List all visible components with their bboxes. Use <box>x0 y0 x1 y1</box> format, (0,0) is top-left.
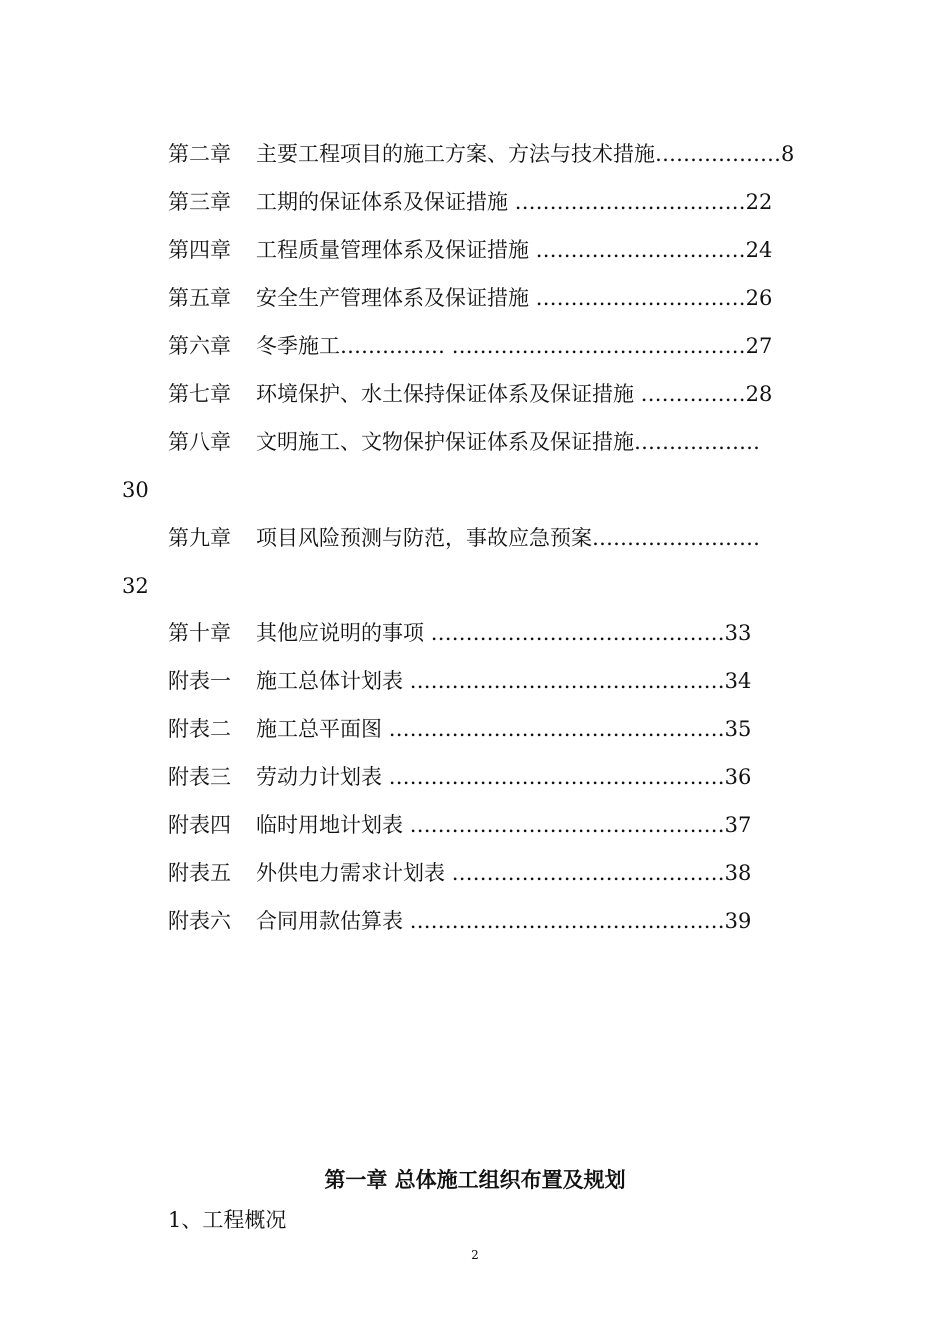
toc-entry-title: 施工总体计划表 ………………………………………34 <box>256 669 752 693</box>
toc-entry[interactable] <box>168 332 828 360</box>
section-heading: 1、工程概况 <box>168 1208 287 1232</box>
toc-entry-title: 工期的保证体系及保证措施 ……………………………22 <box>256 190 773 214</box>
toc-entry-title: 劳动力计划表 …………………………………………36 <box>256 765 752 789</box>
toc-entry-title: 项目风险预测与防范，事故应急预案…………………… <box>256 526 760 550</box>
toc-entry[interactable] <box>168 188 828 216</box>
toc-entry-title: 施工总平面图 …………………………………………35 <box>256 717 752 741</box>
toc-entry[interactable] <box>168 140 828 168</box>
toc-entry-label: 附表四 <box>168 813 231 837</box>
toc-entry-label: 附表五 <box>168 861 231 885</box>
toc-entry-label: 附表六 <box>168 909 231 933</box>
toc-entry[interactable] <box>168 284 828 312</box>
toc-entry-page-number: 32 <box>122 574 149 598</box>
toc-entry[interactable] <box>168 667 828 695</box>
toc-entry-title: 主要工程项目的施工方案、方法与技术措施………………8 <box>256 142 795 166</box>
toc-entry-label: 第三章 <box>168 190 231 214</box>
toc-entry-title: 环境保护、水土保持保证体系及保证措施 ……………28 <box>256 382 773 406</box>
toc-entry[interactable] <box>168 859 828 887</box>
toc-entry[interactable] <box>168 236 828 264</box>
toc-entry[interactable] <box>168 715 828 743</box>
toc-entry[interactable] <box>168 380 828 408</box>
toc-entry-label: 第二章 <box>168 142 231 166</box>
toc-entry-label: 第六章 <box>168 334 231 358</box>
toc-entry-label: 第七章 <box>168 382 231 406</box>
toc-entry-title: 冬季施工…………… ……………………………………27 <box>256 334 773 358</box>
toc-entry-title: 其他应说明的事项 ……………………………………33 <box>256 621 752 645</box>
toc-entry[interactable] <box>168 524 828 552</box>
toc-entry-label: 附表一 <box>168 669 231 693</box>
toc-entry-label: 附表三 <box>168 765 231 789</box>
chapter-heading: 第一章 总体施工组织布置及规划 <box>324 1167 626 1192</box>
toc-entry-title: 工程质量管理体系及保证措施 …………………………24 <box>256 238 773 262</box>
toc-entry-page-number: 30 <box>122 478 149 502</box>
toc-entry-label: 第五章 <box>168 286 231 310</box>
toc-entry-title: 文明施工、文物保护保证体系及保证措施……………… <box>256 430 760 454</box>
toc-entry-label: 第九章 <box>168 526 231 550</box>
toc-entry-label: 第四章 <box>168 238 231 262</box>
toc-entry[interactable] <box>168 763 828 791</box>
page-number: 2 <box>471 1248 479 1262</box>
toc-entry-title: 外供电力需求计划表 …………………………………38 <box>256 861 752 885</box>
toc-entry-label: 附表二 <box>168 717 231 741</box>
toc-entry-title: 安全生产管理体系及保证措施 …………………………26 <box>256 286 773 310</box>
toc-entry-title: 合同用款估算表 ………………………………………39 <box>256 909 752 933</box>
toc-entry[interactable] <box>168 907 828 935</box>
toc-entry[interactable] <box>168 619 828 647</box>
toc-entry-title: 临时用地计划表 ………………………………………37 <box>256 813 752 837</box>
toc-entry-label: 第八章 <box>168 430 231 454</box>
toc-entry[interactable] <box>168 811 828 839</box>
toc-entry-label: 第十章 <box>168 621 231 645</box>
toc-entry[interactable] <box>168 428 828 456</box>
